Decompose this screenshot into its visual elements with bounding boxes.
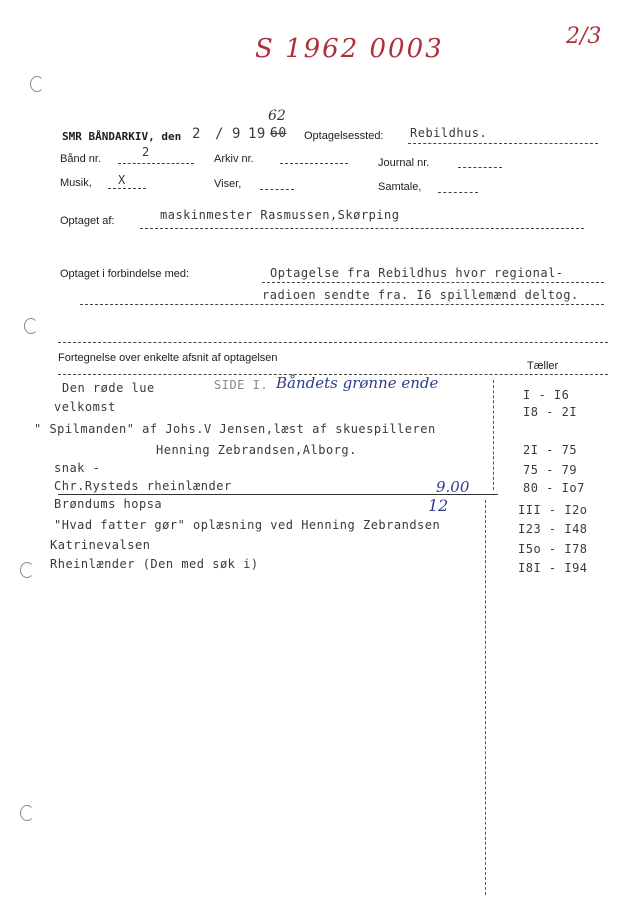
occasion-line-2: radioen sendte fra. I6 spillemænd deltog. — [262, 288, 579, 302]
occasion-underline-1 — [262, 282, 604, 283]
time-note-handwritten: 9.00 — [436, 478, 470, 496]
journal-underline — [458, 167, 502, 168]
list-item: Den røde lue — [62, 381, 155, 395]
list-item-counter: I23 - I48 — [518, 522, 588, 536]
punch-hole — [24, 318, 38, 334]
recording-place-label: Optagelsessted: — [304, 130, 384, 142]
list-item-counter: III - I2o — [518, 503, 588, 517]
list-item: Rheinlænder (Den med søk i) — [50, 557, 259, 571]
year-typed: 60 — [270, 126, 287, 141]
list-item-counter: I8I - I94 — [518, 561, 588, 575]
punch-hole — [20, 805, 34, 821]
list-item-counter: 2I - 75 — [523, 443, 578, 457]
occasion-line-1: Optagelse fra Rebildhus hvor regional- — [270, 266, 564, 280]
punch-hole — [30, 76, 44, 92]
archive-code-handwritten: S 1962 0003 — [255, 34, 444, 64]
list-item-counter: 75 - 79 — [523, 463, 578, 477]
list-item: Brøndums hopsa — [54, 497, 163, 511]
archive-nr-underline — [280, 163, 348, 164]
count-note-handwritten: 12 — [428, 496, 449, 515]
archive-label: SMR BÅNDARKIV, den — [62, 130, 182, 143]
counter-heading: Tæller — [527, 360, 559, 372]
list-item: Chr.Rysteds rheinlænder — [54, 479, 232, 493]
music-value: X — [118, 173, 126, 187]
list-item: " Spilmanden" af Johs.V Jensen,læst af skuespilleren — [34, 422, 436, 436]
recording-place-underline — [408, 143, 598, 144]
occasion-label: Optaget i forbindelse med: — [60, 268, 190, 280]
list-item-counter: I8 - 2I — [523, 405, 578, 419]
conversation-label: Samtale, — [378, 181, 422, 193]
counter-column-divider — [493, 380, 494, 490]
list-item: "Hvad fatter gør" oplæsning ved Henning Zebrandsen — [54, 518, 441, 532]
list-item: Katrinevalsen — [50, 538, 151, 552]
songs-label: Viser, — [214, 178, 242, 190]
recorded-by-value: maskinmester Rasmussen,Skørping — [160, 208, 400, 222]
songs-underline — [260, 189, 294, 190]
date-month: 9 — [232, 126, 241, 142]
band-value: 2 — [142, 145, 150, 159]
conversation-underline — [438, 192, 478, 193]
recorded-by-label: Optaget af: — [60, 215, 115, 227]
page-fraction-handwritten: 2/3 — [566, 24, 602, 49]
punch-hole — [20, 562, 34, 578]
side-label: SIDE I. — [214, 378, 269, 392]
contents-heading: Fortegnelse over enkelte afsnit af optagelsen — [58, 352, 278, 364]
occasion-underline-2 — [80, 304, 604, 305]
counter-column-divider-lower — [485, 500, 486, 895]
date-separator: / — [215, 126, 224, 142]
journal-label: Journal nr. — [378, 157, 430, 169]
music-underline — [108, 188, 146, 189]
recording-place-value: Rebildhus. — [410, 126, 488, 140]
list-item-counter: I5o - I78 — [518, 542, 588, 556]
year-correction-handwritten: 62 — [268, 108, 286, 124]
list-item: snak - — [54, 461, 101, 475]
band-label: Bånd nr. — [60, 153, 101, 165]
archive-nr-label: Arkiv nr. — [214, 153, 254, 165]
break-line — [58, 494, 498, 495]
list-item: Henning Zebrandsen,Alborg. — [156, 443, 357, 457]
band-underline — [118, 163, 194, 164]
date-day: 2 — [192, 126, 201, 142]
list-item: velkomst — [54, 400, 116, 414]
music-label: Musik, — [60, 177, 92, 189]
side-note-handwritten: Båndets grønne ende — [276, 374, 439, 392]
section-separator — [58, 342, 608, 343]
recorded-by-underline — [140, 228, 584, 229]
list-item-counter: I - I6 — [523, 388, 570, 402]
list-item-counter: 80 - Io7 — [523, 481, 585, 495]
year-prefix: 19 — [248, 126, 266, 142]
